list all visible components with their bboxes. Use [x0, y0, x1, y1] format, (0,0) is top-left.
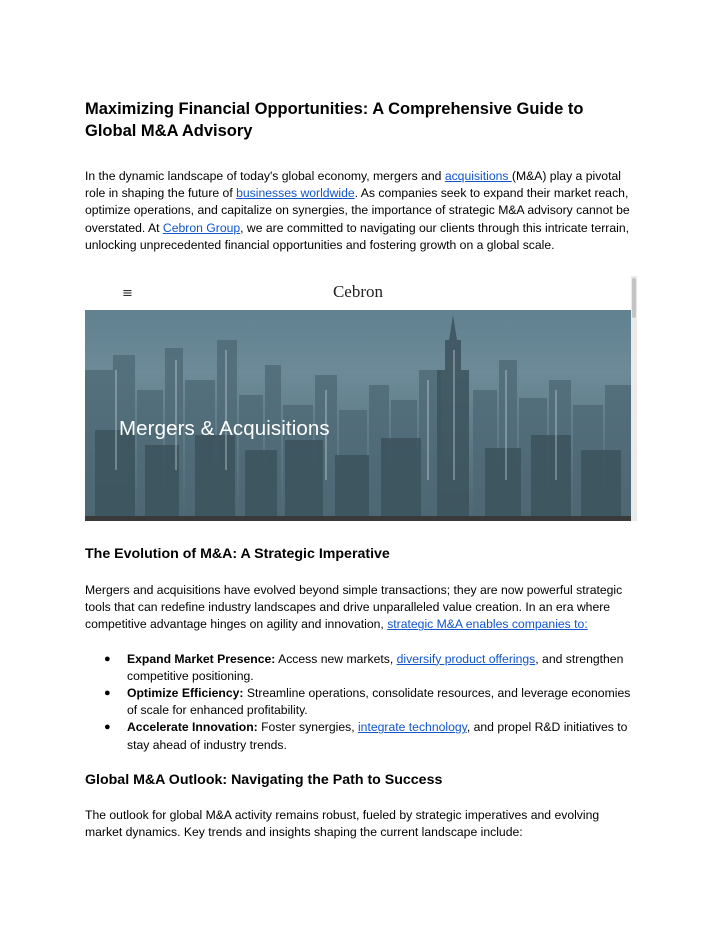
- bullet-bold: Optimize Efficiency:: [127, 686, 244, 701]
- link-cebron-group[interactable]: Cebron Group: [162, 220, 241, 235]
- bullet-text: Access new markets,: [275, 651, 397, 666]
- list-item: [85, 651, 637, 685]
- bullet-icon: ●: [104, 687, 111, 700]
- bullet-text: , and strengthen competitive positioning.: [127, 651, 624, 683]
- hero-bottom-edge: [85, 516, 631, 521]
- bullet-icon: ●: [104, 652, 111, 665]
- document-title: Maximizing Financial Opportunities: A Comprehensive Guide to Global M&A Advisory: [85, 100, 584, 140]
- link-acquisitions[interactable]: acquisitions: [444, 169, 512, 183]
- heading-evolution: The Evolution of M&A: A Strategic Imperative: [85, 546, 390, 563]
- hero-scrollbar[interactable]: [631, 276, 637, 521]
- heading-global-outlook: Global M&A Outlook: Navigating the Path to Success: [85, 771, 443, 788]
- bullet-bold: Expand Market Presence:: [127, 651, 276, 666]
- intro-text-2: (M&A) play a pivotal role in shaping the future of: [85, 169, 621, 201]
- link-businesses-worldwide[interactable]: businesses worldwide: [236, 186, 355, 201]
- benefits-list: [85, 651, 637, 754]
- hero-scrollbar-thumb[interactable]: [632, 278, 636, 318]
- evolution-paragraph: [85, 582, 637, 634]
- bullet-bold: Accelerate Innovation:: [127, 720, 258, 735]
- link-strategic-ma[interactable]: strategic M&A enables companies to:: [387, 617, 588, 632]
- intro-paragraph: [85, 168, 637, 254]
- link-integrate-technology[interactable]: integrate technology: [357, 720, 467, 735]
- evolution-text: Mergers and acquisitions have evolved beyond simple transactions; they are now powerful strategic tools that can redefine industry landscapes and drive unparalleled value creation. In an era where competitive advantage hinges on agility and innovation,: [85, 583, 623, 632]
- intro-text-4: , we are committed to navigating our clients through this intricate terrain, unlocking unprecedented financial opportunities and fostering growth on a global scale.: [85, 220, 629, 252]
- hero-brand-logo: Cebron: [332, 282, 384, 302]
- skyline-graphic: [85, 310, 631, 521]
- hero-header-bar: [85, 276, 631, 310]
- bullet-icon: ●: [104, 721, 111, 734]
- hero-title-text: Mergers & Acquisitions: [119, 417, 330, 441]
- document-content: [85, 98, 637, 841]
- list-item: [85, 719, 637, 753]
- hamburger-menu-icon[interactable]: ≡: [122, 286, 133, 302]
- link-diversify-product-offerings[interactable]: diversify product offerings: [396, 651, 536, 666]
- city-skyline-image: [85, 310, 631, 521]
- intro-text-3: . As companies seek to expand their market reach, optimize operations, and capitalize on synergies, the importance of strategic M&A advisory cannot be overstated. At: [85, 186, 630, 235]
- hero-image-screenshot: [85, 276, 637, 521]
- bullet-text: Streamline operations, consolidate resources, and leverage economies of scale for enhanced profitability.: [127, 686, 631, 718]
- list-item: [85, 685, 637, 719]
- intro-text-1: In the dynamic landscape of today's global economy, mergers and: [85, 169, 445, 183]
- global-paragraph: The outlook for global M&A activity remains robust, fueled by strategic imperatives and evolving market dynamics. Key trends and insights shaping the current landscape include:: [85, 807, 600, 840]
- bullet-text: , and propel R&D initiatives to stay ahead of industry trends.: [127, 720, 628, 752]
- bullet-text: Foster synergies,: [257, 720, 358, 735]
